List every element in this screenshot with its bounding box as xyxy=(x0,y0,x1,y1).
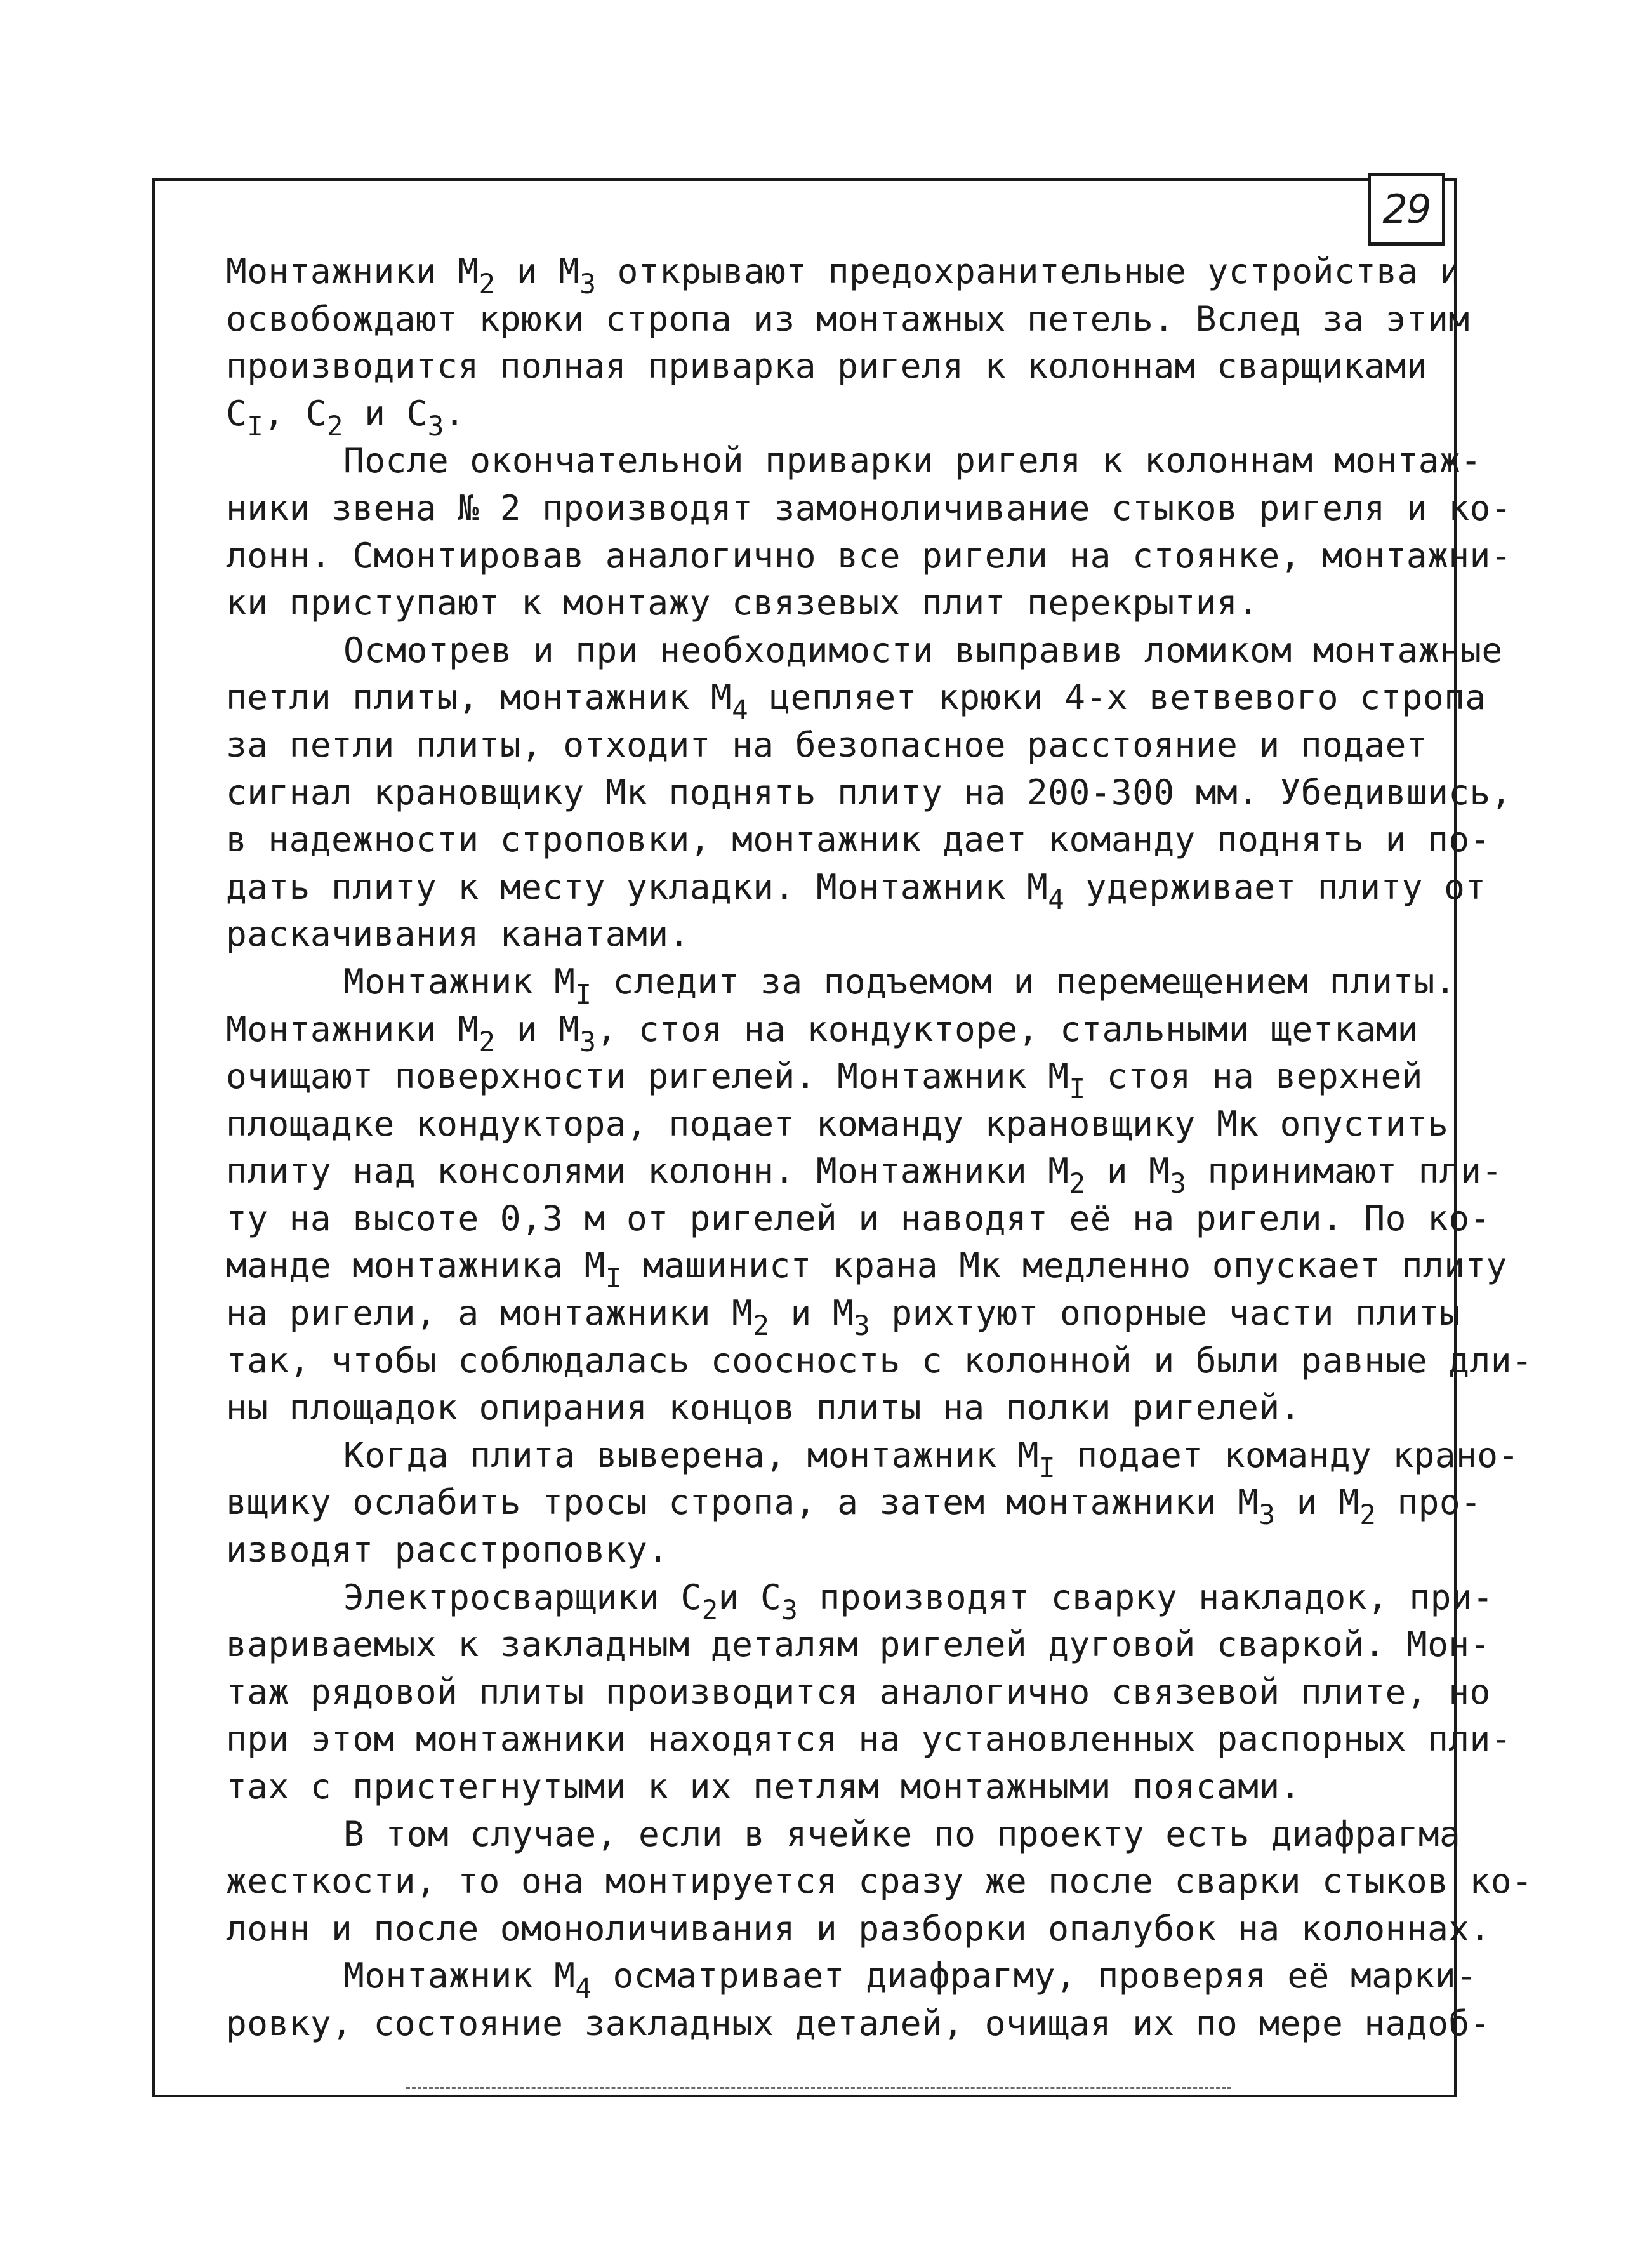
subscript-index: 3 xyxy=(579,1026,597,1058)
text-segment: Осмотрев и при необходимости выправив ломиком монтажные xyxy=(343,629,1503,670)
subscript-index: 2 xyxy=(479,269,496,301)
text-line xyxy=(226,1621,1491,1668)
text-segment: и М xyxy=(1275,1482,1360,1523)
text-segment: за петли плиты, отходит на безопасное расстояние и подает xyxy=(226,724,1428,765)
text-line xyxy=(226,1526,1432,1574)
text-segment: рихтуют опорные части плиты xyxy=(870,1292,1461,1334)
page-number-box xyxy=(1368,173,1445,246)
text-line xyxy=(226,1905,1491,1953)
text-segment: ники звена № 2 производят замоноличивание стыков ригеля и ко- xyxy=(226,487,1512,528)
text-segment: и С xyxy=(343,392,428,434)
subscript-index: 2 xyxy=(1359,1500,1377,1532)
text-segment: производят сварку накладок, при- xyxy=(798,1576,1494,1617)
text-segment: манде монтажника М xyxy=(226,1245,605,1286)
text-line xyxy=(226,1337,1533,1384)
text-segment: в надежности строповки, монтажник дает команду поднять и по- xyxy=(226,819,1491,860)
text-line xyxy=(226,484,1512,532)
text-line xyxy=(226,910,1432,958)
text-segment: изводят расстроповку. xyxy=(226,1529,669,1570)
text-segment: раскачивания канатами. xyxy=(226,913,690,955)
text-segment: , стоя на кондукторе, стальными щетками xyxy=(596,1008,1418,1049)
text-line xyxy=(226,1431,1519,1484)
page-number: 29 xyxy=(1382,186,1431,232)
text-line xyxy=(226,1574,1494,1626)
subscript-index: I xyxy=(605,1263,622,1295)
text-segment: и С xyxy=(718,1576,782,1617)
text-line xyxy=(226,1100,1449,1148)
text-segment: и М xyxy=(495,1008,580,1049)
text-line xyxy=(226,1715,1512,1763)
text-segment: плиту над консолями колонн. Монтажники М xyxy=(226,1150,1069,1191)
text-segment: Монтажники М xyxy=(226,251,479,291)
text-segment: тах с пристегнутыми к их петлям монтажными поясами. xyxy=(226,1766,1301,1807)
text-segment: принимают пли- xyxy=(1186,1150,1503,1191)
text-segment: дать плиту к месту укладки. Монтажник М xyxy=(226,866,1048,907)
text-segment: ки приступают к монтажу связевых плит перекрытия. xyxy=(226,582,1259,623)
text-line xyxy=(226,1242,1507,1295)
subscript-index: 3 xyxy=(1170,1169,1187,1200)
subscript-index: 3 xyxy=(579,269,597,301)
text-line xyxy=(226,532,1512,580)
subscript-index: I xyxy=(247,411,264,442)
text-line xyxy=(226,295,1470,343)
text-line xyxy=(226,248,1461,301)
text-segment: осматривает диафрагму, проверяя её марки- xyxy=(592,1955,1478,1996)
text-segment: вариваемых к закладным деталям ригелей дуговой сваркой. Мон- xyxy=(226,1624,1491,1665)
subscript-index: 3 xyxy=(781,1595,798,1626)
text-segment: открывают предохранительные устройства и xyxy=(596,251,1461,291)
subscript-index: 3 xyxy=(1259,1500,1276,1532)
subscript-index: 4 xyxy=(1048,884,1065,916)
subscript-index: 2 xyxy=(1069,1169,1086,1200)
text-segment: ту на высоте 0,3 м от ригелей и наводят её на ригели. По ко- xyxy=(226,1197,1491,1238)
text-segment: После окончательной приварки ригеля к колоннам монтаж- xyxy=(343,440,1482,481)
text-line xyxy=(226,1999,1491,2047)
text-line xyxy=(226,1147,1503,1200)
text-line xyxy=(226,437,1482,484)
subscript-index: 3 xyxy=(854,1311,871,1343)
subscript-index: I xyxy=(575,979,592,1011)
subscript-index: 2 xyxy=(326,411,343,442)
text-segment: ровку, состояние закладных деталей, очищая их по мере надоб- xyxy=(226,2002,1491,2043)
text-segment: удерживает плиту от xyxy=(1064,866,1486,907)
subscript-index: 4 xyxy=(732,695,749,727)
text-segment: В том случае, если в ячейке по проекту есть диафрагма xyxy=(343,1813,1461,1854)
text-line xyxy=(226,1289,1461,1343)
subscript-index: 2 xyxy=(753,1311,770,1343)
text-segment: машинист крана Мк медленно опускает плиту xyxy=(621,1245,1507,1286)
text-line xyxy=(226,1763,1432,1810)
text-segment: ны площадок опирания концов плиты на полки ригелей. xyxy=(226,1387,1301,1428)
text-segment: петли плиты, монтажник М xyxy=(226,677,732,718)
text-line xyxy=(226,1005,1432,1058)
text-segment: при этом монтажники находятся на установленных распорных пли- xyxy=(226,1718,1512,1760)
text-line xyxy=(226,1952,1478,2005)
text-segment: площадке кондуктора, подает команду крановщику Мк опустить xyxy=(226,1103,1449,1144)
text-line xyxy=(226,1810,1461,1858)
text-line xyxy=(226,1052,1432,1106)
subscript-index: 2 xyxy=(701,1595,718,1626)
text-segment: и М xyxy=(1085,1150,1170,1191)
text-segment: и М xyxy=(769,1292,854,1334)
text-segment: так, чтобы соблюдалась соосность с колонной и были равные дли- xyxy=(226,1339,1533,1381)
text-line xyxy=(226,1857,1533,1905)
text-segment: подает команду крано- xyxy=(1055,1434,1519,1475)
page-bottom-border xyxy=(152,2095,1457,2097)
text-line xyxy=(226,1478,1482,1532)
text-segment: жесткости, то она монтируется сразу же после сварки стыков ко- xyxy=(226,1860,1533,1902)
subscript-index: I xyxy=(1069,1074,1086,1106)
text-segment: таж рядовой плиты производится аналогично связевой плите, но xyxy=(226,1671,1491,1712)
text-segment: вщику ослабить тросы стропа, а затем монтажники М xyxy=(226,1482,1259,1523)
text-segment: сигнал крановщику Мк поднять плиту на 200-300 мм. Убедившись, xyxy=(226,771,1512,812)
subscript-index: 4 xyxy=(575,1973,592,2005)
text-segment: следит за подъемом и перемещением плиты. xyxy=(592,960,1457,1002)
text-segment: очищают поверхности ригелей. Монтажник М xyxy=(226,1056,1069,1097)
subscript-index: 2 xyxy=(479,1026,496,1058)
text-line xyxy=(226,342,1432,390)
text-line xyxy=(226,1195,1491,1242)
text-line xyxy=(226,721,1432,769)
text-line xyxy=(226,958,1457,1011)
text-line xyxy=(226,769,1512,816)
text-segment: . xyxy=(444,392,465,434)
text-line xyxy=(226,627,1503,674)
text-segment: на ригели, а монтажники М xyxy=(226,1292,753,1334)
text-line xyxy=(226,673,1486,727)
text-segment: Монтажник М xyxy=(343,1955,576,1996)
text-segment: Монтажники М xyxy=(226,1008,479,1049)
subscript-index: 3 xyxy=(427,411,444,442)
text-segment: С xyxy=(226,392,248,434)
text-line xyxy=(226,816,1491,863)
text-segment: цепляет крюки 4-х ветвевого стропа xyxy=(748,677,1486,718)
text-segment: Электросварщики С xyxy=(343,1576,702,1617)
text-segment: лонн. Смонтировав аналогично все ригели на стоянке, монтажни- xyxy=(226,534,1512,576)
document-body-text xyxy=(226,248,1533,2047)
text-segment: стоя на верхней xyxy=(1085,1056,1423,1097)
text-segment: освобождают крюки стропа из монтажных петель. Вслед за этим xyxy=(226,298,1470,339)
text-line xyxy=(226,1384,1432,1431)
text-line xyxy=(226,390,1432,442)
text-segment: Когда плита выверена, монтажник М xyxy=(343,1434,1039,1475)
subscript-index: I xyxy=(1039,1452,1055,1484)
text-segment: и М xyxy=(495,251,580,291)
text-segment: лонн и после омоноличивания и разборки опалубок на колоннах. xyxy=(226,1907,1491,1949)
text-line xyxy=(226,579,1432,627)
text-segment: , С xyxy=(263,392,327,434)
bottom-dashed-rule xyxy=(406,2087,1231,2089)
text-line xyxy=(226,863,1486,916)
text-segment: про- xyxy=(1376,1482,1482,1523)
text-segment: Монтажник М xyxy=(343,960,576,1002)
text-line xyxy=(226,1668,1491,1716)
text-segment: производится полная приварка ригеля к колоннам сварщиками xyxy=(226,345,1428,387)
